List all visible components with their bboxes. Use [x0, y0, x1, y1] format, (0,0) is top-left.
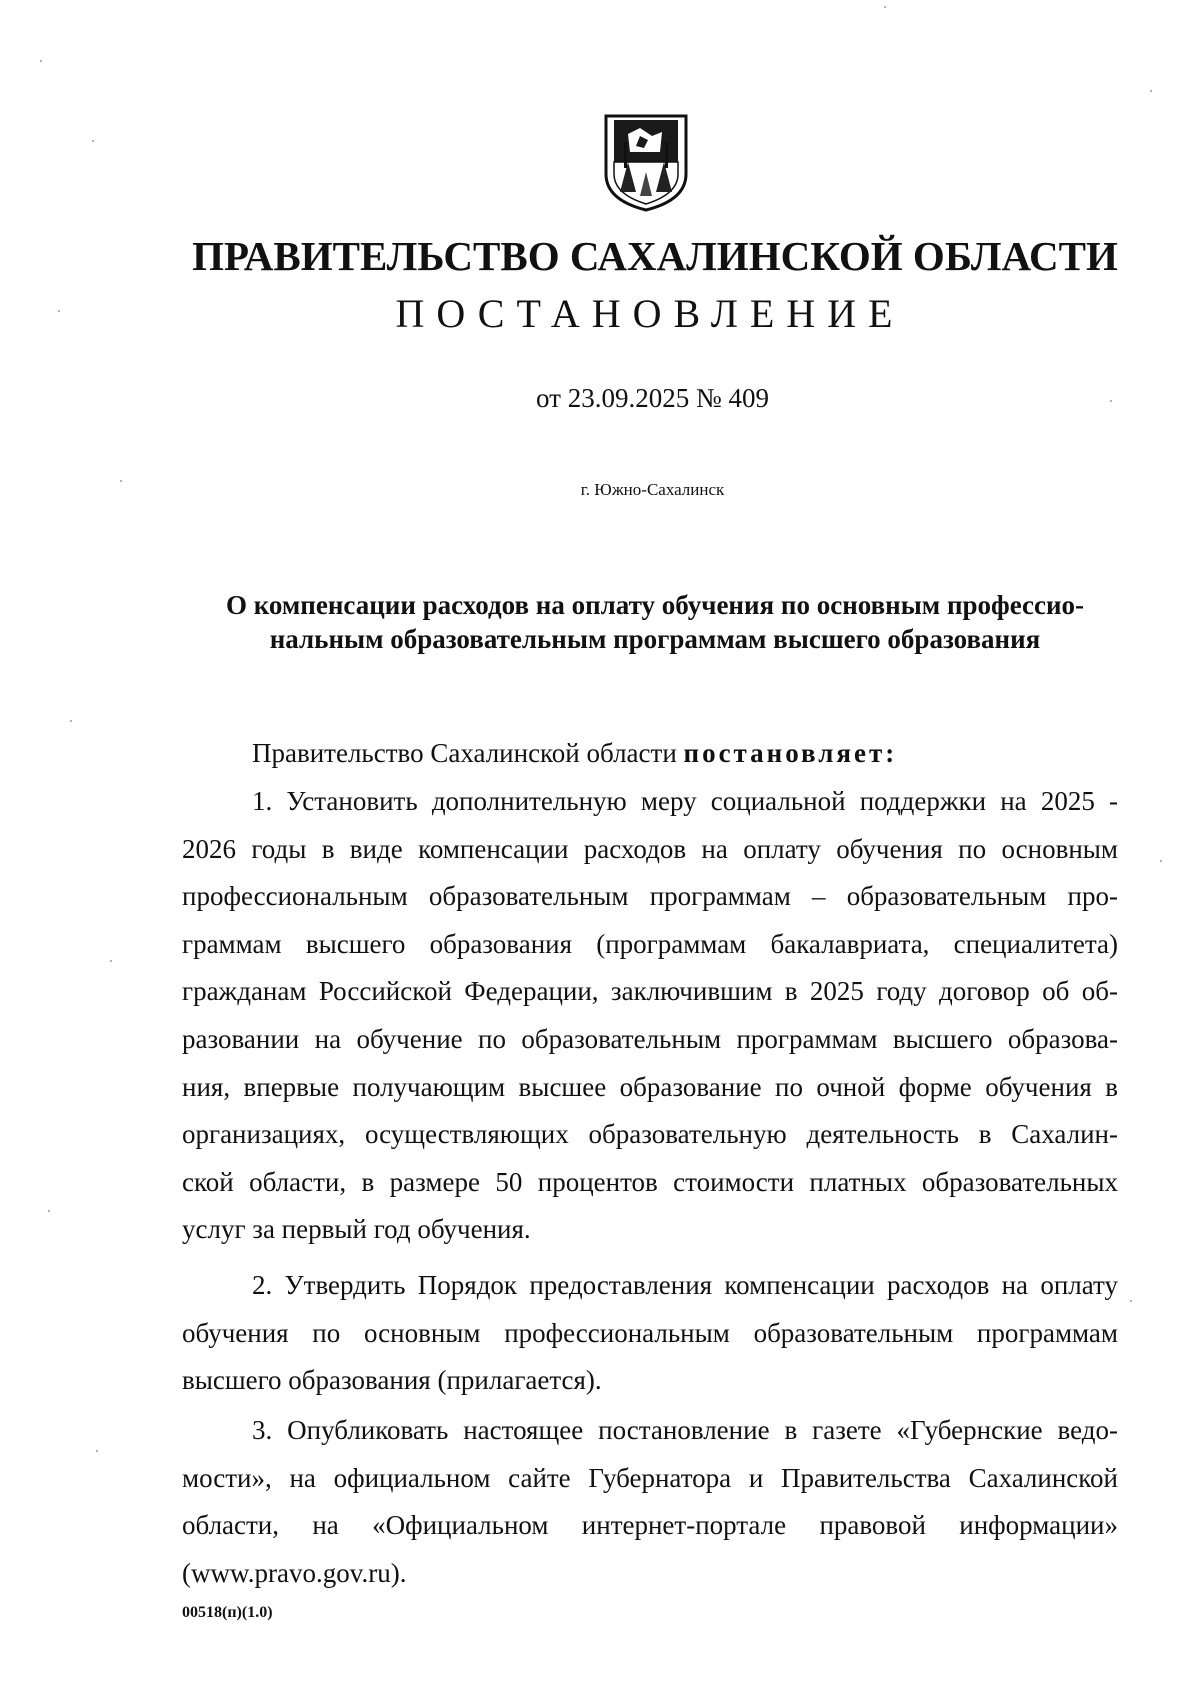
form-code: 00518(п)(1.0)	[182, 1604, 273, 1621]
preamble-lead: Правительство Сахалинской области	[252, 738, 684, 768]
paragraph-1	[182, 778, 1118, 1254]
paragraph-line: (www.pravo.gov.ru).	[182, 1557, 407, 1588]
organization-title: ПРАВИТЕЛЬСТВО САХАЛИНСКОЙ ОБЛАСТИ	[192, 233, 1118, 279]
paragraph-line: услуг за первый год обучения.	[182, 1214, 531, 1245]
paragraph-line: мости», на официальном сайте Губернатора и Правительства Сахалинской	[182, 1462, 1118, 1493]
paragraph-3	[182, 1407, 1118, 1597]
paragraph-line: профессиональным образовательным программам – образовательным про-	[182, 881, 1118, 912]
document-date-number: от 23.09.2025 № 409	[536, 383, 769, 413]
subject-line: О компенсации расходов на оплату обучения по основным профессио-	[225, 590, 1085, 620]
paragraph-line: организациях, осуществляющих образовательную деятельность в Сахалин-	[182, 1119, 1118, 1150]
paragraph-line: граммам высшего образования (программам бакалавриата, специалитета)	[182, 928, 1118, 959]
document-subject	[180, 588, 1130, 656]
paragraph-line: 1. Установить дополнительную меру социальной поддержки на 2025 -	[252, 786, 1118, 816]
document-city: г. Южно-Сахалинск	[580, 480, 725, 499]
paragraph-2	[182, 1262, 1118, 1405]
coat-of-arms-emblem	[600, 112, 692, 212]
preamble	[252, 738, 897, 769]
paragraph-line: области, на «Официальном интернет-портале правовой информации»	[182, 1510, 1118, 1541]
preamble-verb: постановляет:	[683, 738, 898, 768]
paragraph-line: ния, впервые получающим высшее образование по очной форме обучения в	[182, 1071, 1118, 1102]
paragraph-line: 2026 годы в виде компенсации расходов на оплату обучения по основным	[182, 833, 1118, 864]
paragraph-line: 2. Утвердить Порядок предоставления компенсации расходов на оплату	[252, 1270, 1118, 1300]
subject-line: нальным образовательным программам высшего образования	[269, 624, 1041, 654]
document-type: ПОСТАНОВЛЕНИЕ	[395, 291, 905, 336]
paragraph-line: высшего образования (прилагается).	[182, 1365, 602, 1396]
paragraph-line: ской области, в размере 50 процентов стоимости платных образовательных	[182, 1166, 1118, 1197]
paragraph-line: обучения по основным профессиональным образовательным программам	[182, 1317, 1118, 1348]
paragraph-line: гражданам Российской Федерации, заключившим в 2025 году договор об об-	[182, 976, 1118, 1007]
paragraph-line: разовании на обучение по образовательным программам высшего образова-	[182, 1023, 1118, 1054]
paragraph-line: 3. Опубликовать настоящее постановление в газете «Губернские ведо-	[252, 1415, 1118, 1445]
